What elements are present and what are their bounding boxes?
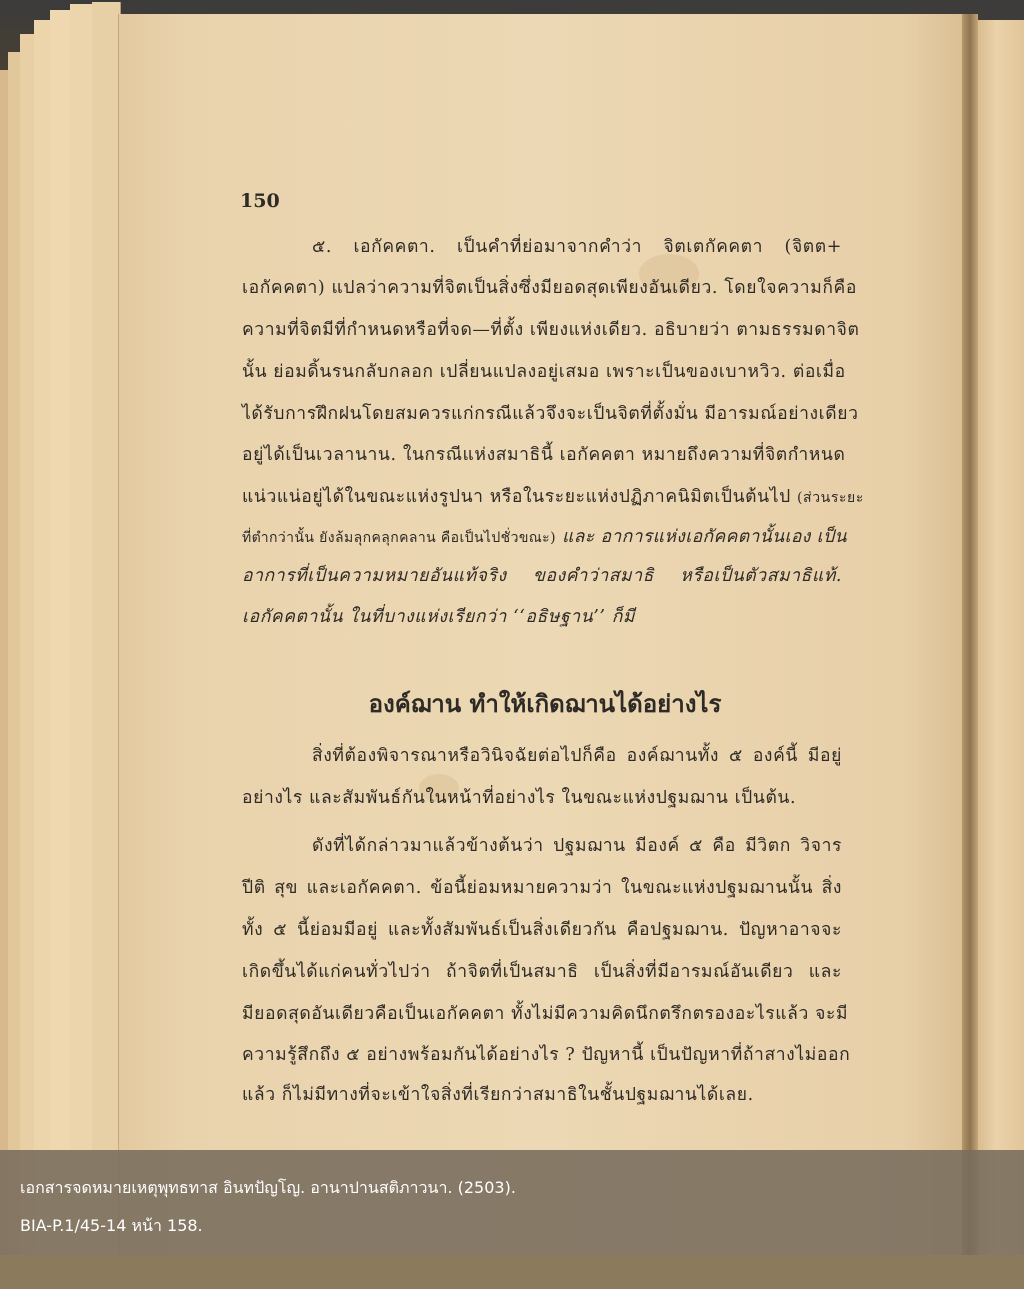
text-fragment: และ อาการแห่งเอกัคคตานั้นเอง เป็น: [561, 527, 847, 547]
page-edge: [92, 2, 121, 1289]
text-line: เอกัคคตานั้น ในที่บางแห่งเรียกว่า ‘‘อธิษฐาน’’ ก็มี: [242, 607, 636, 627]
text-line: แล้ว ก็ไม่มีทางที่จะเข้าใจสิ่งที่เรียกว่าสมาธิในชั้นปฐมฌานได้เลย.: [242, 1085, 754, 1105]
footnote-text: (ส่วนระยะ: [796, 490, 864, 506]
text-line: อย่างไร และสัมพันธ์กันในหน้าที่อย่างไร ในขณะแห่งปฐมฌาน เป็นต้น.: [242, 788, 797, 808]
text-line: นั้น ย่อมดิ้นรนกลับกลอก เปลี่ยนแปลงอยู่เสมอ เพราะเป็นของเบาหวิว. ต่อเมื่อ: [242, 362, 846, 382]
text-line: ความรู้สึกถึง ๕ อย่างพร้อมกันได้อย่างไร ? ปัญหานี้ เป็นปัญหาที่ถ้าสางไม่ออก: [242, 1045, 851, 1065]
book-gutter: [962, 14, 978, 1289]
text-line: เอกัคคตา) แปลว่าความที่จิตเป็นสิ่งซึ่งมียอดสุดเพียงอันเดียว. โดยใจความก็คือ: [242, 278, 857, 298]
text-fragment: แน่วแน่อยู่ได้ในขณะแห่งรูปนา หรือในระยะแห่งปฏิภาคนิมิตเป็นต้นไป: [242, 487, 791, 507]
text-line: ได้รับการฝึกฝนโดยสมควรแก่กรณีแล้วจึงจะเป็นจิตที่ตั้งมั่น มีอารมณ์อย่างเดียว: [242, 404, 859, 424]
bottom-page-area: [0, 1255, 1024, 1289]
text-line: [242, 522, 847, 550]
section-heading: องค์ฌาน ทำให้เกิดฌานได้อย่างไร: [368, 690, 722, 718]
footnote-text: ที่ตำกว่านั้น ยังล้มลุกคลุกคลาน คือเป็นไปชั่วขณะ): [242, 530, 556, 546]
caption-overlay: [0, 1150, 1024, 1255]
text-line: ปีติ สุข และเอกัคคตา. ข้อนี้ย่อมหมายความว่า ในขณะแห่งปฐมฌานนั้น สิ่ง: [242, 878, 842, 898]
text-line: อาการที่เป็นความหมายอันแท้จริง ของคำว่าสมาธิ หรือเป็นตัวสมาธิแท้.: [242, 566, 842, 586]
text-line: ดังที่ได้กล่าวมาแล้วข้างต้นว่า ปฐมฌาน มีองค์ ๕ คือ มีวิตก วิจาร: [312, 836, 842, 856]
text-line: เกิดขึ้นได้แก่คนทั่วไปว่า ถ้าจิตที่เป็นสมาธิ เป็นสิ่งที่มีอารมณ์อันเดียว และ: [242, 962, 842, 982]
page-number: 150: [240, 190, 280, 212]
text-line: ความที่จิตมีที่กำหนดหรือที่จด—ที่ตั้ง เพียงแห่งเดียว. อธิบายว่า ตามธรรมดาจิต: [242, 320, 860, 340]
text-line: [242, 482, 864, 510]
text-line: ทั้ง ๕ นี้ย่อมมีอยู่ และทั้งสัมพันธ์เป็นสิ่งเดียวกัน คือปฐมฌาน. ปัญหาอาจจะ: [242, 920, 842, 940]
caption-title: เอกสารจดหมายเหตุพุทธทาส อินทปัญโญ. อานาปานสติภาวนา. (2503).: [20, 1178, 516, 1197]
text-line: สิ่งที่ต้องพิจารณาหรือวินิจฉัยต่อไปก็คือ องค์ฌานทั้ง ๕ องค์นี้ มีอยู่: [312, 746, 842, 766]
facing-page-edge: [978, 20, 1024, 1289]
caption-reference: BIA-P.1/45-14 หน้า 158.: [20, 1216, 203, 1235]
text-line: อยู่ได้เป็นเวลานาน. ในกรณีแห่งสมาธินี้ เอกัคคตา หมายถึงความที่จิตกำหนด: [242, 445, 846, 465]
text-line: มียอดสุดอันเดียวคือเป็นเอกัคคตา ทั้งไม่มีความคิดนึกตรึกตรองอะไรแล้ว จะมี: [242, 1004, 849, 1024]
text-line: ๕. เอกัคคตา. เป็นคำที่ย่อมาจากคำว่า จิตเตกัคคตา (จิตต+: [312, 237, 842, 257]
